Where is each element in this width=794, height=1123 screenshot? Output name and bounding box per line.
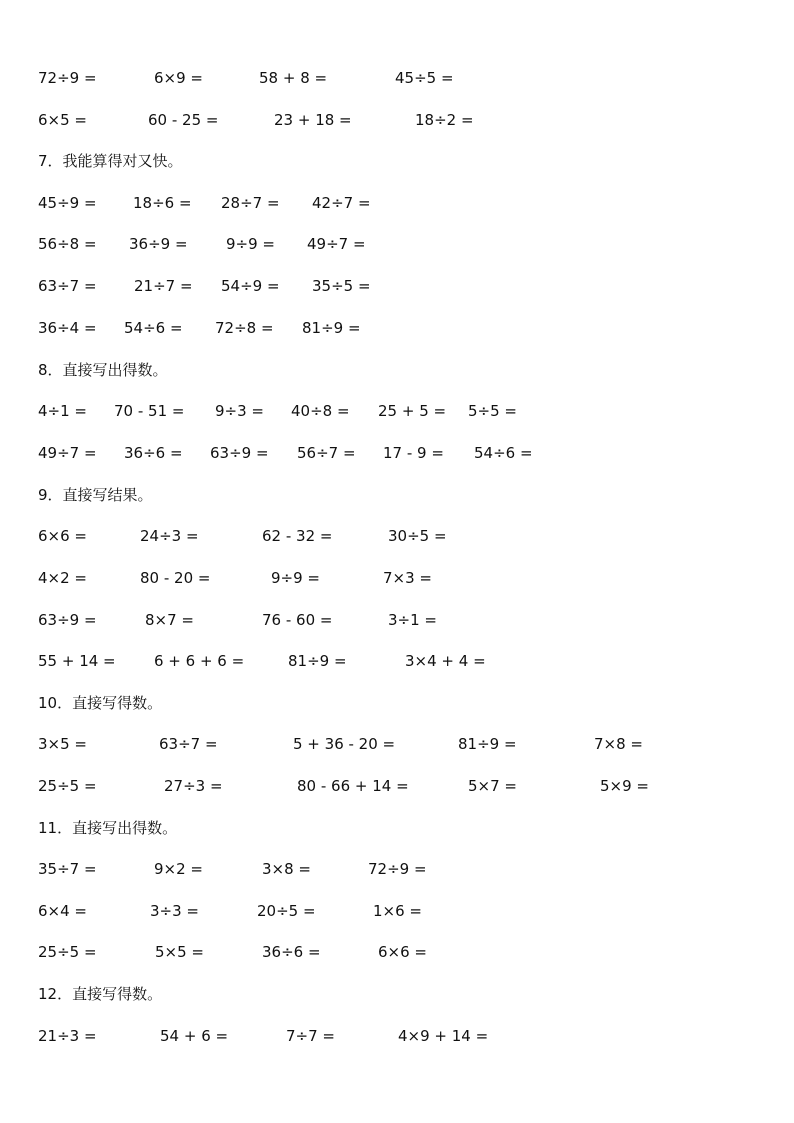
problem-row [0, 567, 794, 589]
problem-row [0, 233, 794, 255]
problem-item: 54÷6 = [474, 444, 533, 462]
problem-item: 27÷3 = [164, 777, 223, 795]
problem-item: 21÷7 = [134, 277, 193, 295]
problem-item: 7÷7 = [286, 1027, 335, 1045]
problem-item: 9÷3 = [215, 402, 264, 420]
section-heading-7 [0, 150, 794, 172]
problem-row [0, 109, 794, 131]
problem-item: 49÷7 = [307, 235, 366, 253]
problem-item: 36÷9 = [129, 235, 188, 253]
problem-item: 63÷9 = [210, 444, 269, 462]
problem-row [0, 317, 794, 339]
problem-item: 3×4 + 4 = [405, 652, 486, 670]
problem-item: 9÷9 = [271, 569, 320, 587]
problem-item: 6×5 = [38, 111, 87, 129]
problem-item: 20÷5 = [257, 902, 316, 920]
problem-item: 72÷9 = [368, 860, 427, 878]
problem-item: 40÷8 = [291, 402, 350, 420]
problem-item: 3×5 = [38, 735, 87, 753]
problem-item: 36÷4 = [38, 319, 97, 337]
problem-item: 18÷6 = [133, 194, 192, 212]
section-heading-text: 11．直接写出得数。 [38, 819, 178, 837]
problem-item: 54 + 6 = [160, 1027, 229, 1045]
problem-row [0, 525, 794, 547]
problem-item: 80 - 66 + 14 = [297, 777, 409, 795]
problem-item: 49÷7 = [38, 444, 97, 462]
problem-item: 25÷5 = [38, 943, 97, 961]
problem-item: 5÷5 = [468, 402, 517, 420]
problem-item: 7×3 = [383, 569, 432, 587]
problem-item: 17 - 9 = [383, 444, 444, 462]
section-heading-11 [0, 817, 794, 839]
problem-item: 45÷5 = [395, 69, 454, 87]
problem-row [0, 442, 794, 464]
problem-item: 80 - 20 = [140, 569, 211, 587]
problem-item: 42÷7 = [312, 194, 371, 212]
problem-item: 6×4 = [38, 902, 87, 920]
problem-item: 9×2 = [154, 860, 203, 878]
problem-item: 3÷1 = [388, 611, 437, 629]
problem-item: 62 - 32 = [262, 527, 333, 545]
problem-item: 6×9 = [154, 69, 203, 87]
problem-item: 8×7 = [145, 611, 194, 629]
section-heading-12 [0, 983, 794, 1005]
problem-item: 58 + 8 = [259, 69, 328, 87]
problem-row [0, 858, 794, 880]
problem-item: 24÷3 = [140, 527, 199, 545]
problem-item: 5×9 = [600, 777, 649, 795]
problem-item: 70 - 51 = [114, 402, 185, 420]
problem-row [0, 400, 794, 422]
section-heading-8 [0, 359, 794, 381]
problem-row [0, 67, 794, 89]
problem-item: 35÷7 = [38, 860, 97, 878]
problem-row [0, 1025, 794, 1047]
problem-item: 45÷9 = [38, 194, 97, 212]
problem-item: 54÷9 = [221, 277, 280, 295]
problem-item: 4×2 = [38, 569, 87, 587]
problem-row [0, 275, 794, 297]
problem-row [0, 733, 794, 755]
problem-item: 7×8 = [594, 735, 643, 753]
section-heading-text: 9．直接写结果。 [38, 486, 153, 504]
problem-item: 36÷6 = [124, 444, 183, 462]
problem-item: 56÷7 = [297, 444, 356, 462]
problem-item: 5×5 = [155, 943, 204, 961]
problem-item: 25÷5 = [38, 777, 97, 795]
problem-item: 63÷7 = [159, 735, 218, 753]
problem-item: 23 + 18 = [274, 111, 352, 129]
problem-item: 63÷7 = [38, 277, 97, 295]
problem-item: 76 - 60 = [262, 611, 333, 629]
problem-item: 25 + 5 = [378, 402, 447, 420]
section-heading-text: 7．我能算得对又快。 [38, 152, 183, 170]
problem-item: 28÷7 = [221, 194, 280, 212]
problem-item: 30÷5 = [388, 527, 447, 545]
problem-item: 5 + 36 - 20 = [293, 735, 396, 753]
problem-item: 4×9 + 14 = [398, 1027, 489, 1045]
problem-item: 63÷9 = [38, 611, 97, 629]
problem-item: 81÷9 = [302, 319, 361, 337]
section-heading-text: 8．直接写出得数。 [38, 361, 168, 379]
problem-item: 56÷8 = [38, 235, 97, 253]
problem-item: 81÷9 = [288, 652, 347, 670]
section-heading-9 [0, 484, 794, 506]
section-heading-10 [0, 692, 794, 714]
problem-item: 54÷6 = [124, 319, 183, 337]
problem-item: 6×6 = [378, 943, 427, 961]
problem-item: 36÷6 = [262, 943, 321, 961]
problem-item: 6 + 6 + 6 = [154, 652, 245, 670]
problem-row [0, 900, 794, 922]
problem-item: 18÷2 = [415, 111, 474, 129]
problem-item: 72÷9 = [38, 69, 97, 87]
problem-item: 3÷3 = [150, 902, 199, 920]
problem-item: 21÷3 = [38, 1027, 97, 1045]
problem-row [0, 941, 794, 963]
problem-item: 4÷1 = [38, 402, 87, 420]
problem-row [0, 775, 794, 797]
problem-item: 35÷5 = [312, 277, 371, 295]
problem-item: 72÷8 = [215, 319, 274, 337]
problem-item: 81÷9 = [458, 735, 517, 753]
problem-row [0, 192, 794, 214]
section-heading-text: 10．直接写得数。 [38, 694, 163, 712]
problem-item: 5×7 = [468, 777, 517, 795]
problem-item: 9÷9 = [226, 235, 275, 253]
section-heading-text: 12．直接写得数。 [38, 985, 163, 1003]
problem-item: 60 - 25 = [148, 111, 219, 129]
problem-item: 6×6 = [38, 527, 87, 545]
problem-item: 55 + 14 = [38, 652, 116, 670]
problem-row [0, 650, 794, 672]
problem-item: 1×6 = [373, 902, 422, 920]
problem-item: 3×8 = [262, 860, 311, 878]
problem-row [0, 609, 794, 631]
